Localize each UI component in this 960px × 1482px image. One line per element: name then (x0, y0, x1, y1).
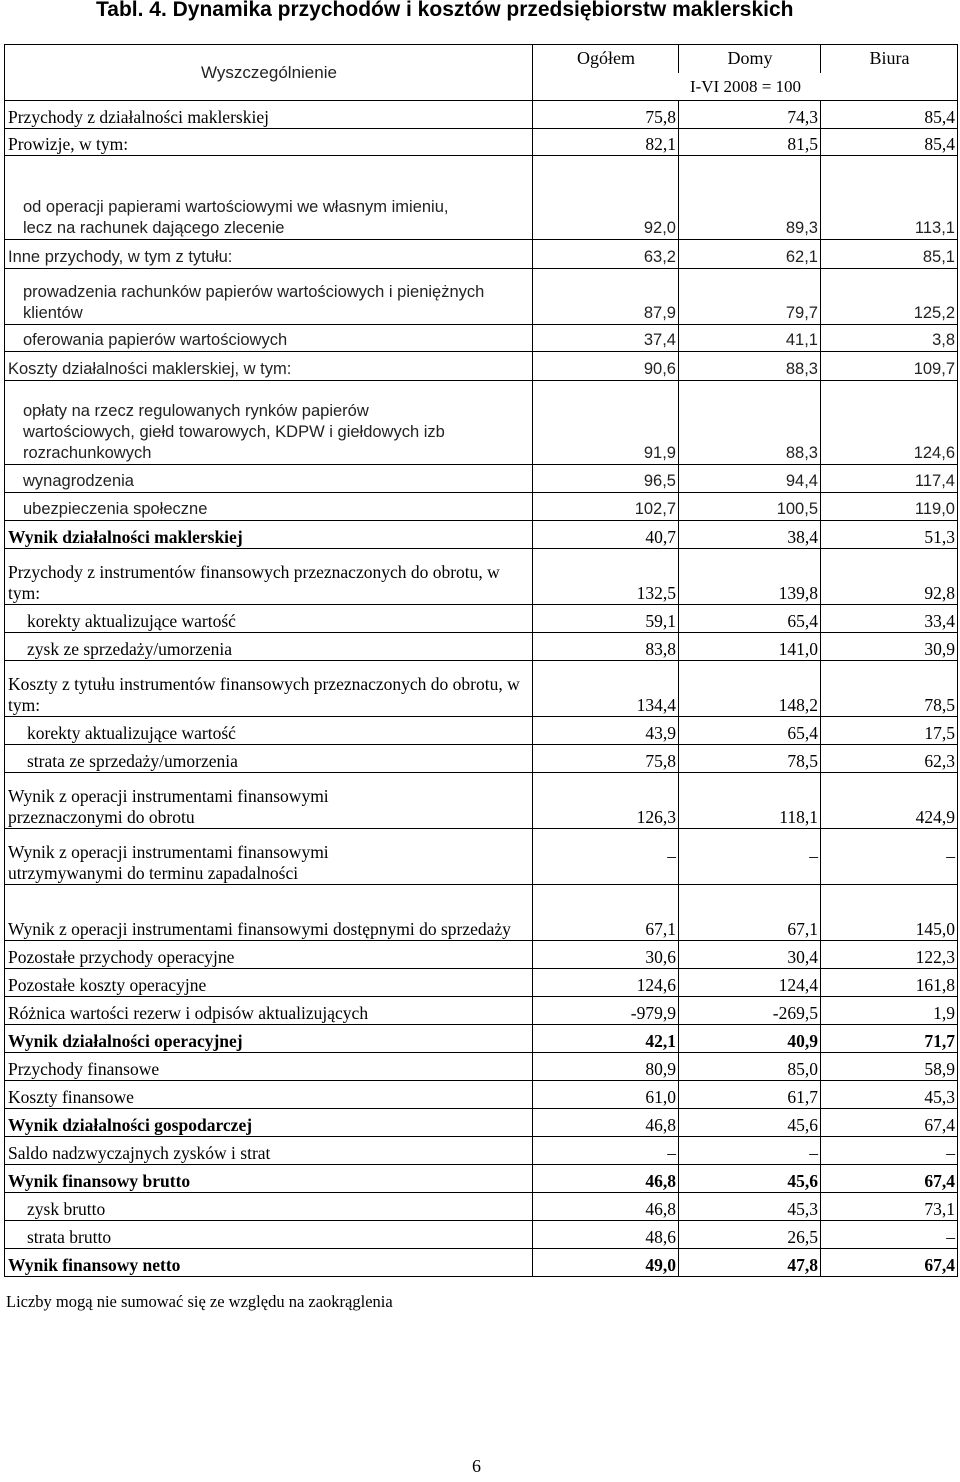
cell-total: 61,0 (533, 1081, 679, 1109)
cell-total: 37,4 (533, 325, 679, 352)
header-total: Ogółem (533, 45, 679, 73)
cell-total: 46,8 (533, 1193, 679, 1221)
cell-offices: 161,8 (821, 969, 958, 997)
cell-total: 96,5 (533, 465, 679, 493)
row-label: Wynik działalności maklerskiej (5, 521, 533, 549)
cell-offices: 113,1 (821, 156, 958, 240)
header-offices: Biura (821, 45, 958, 73)
row-label: Przychody z działalności maklerskiej (5, 101, 533, 129)
cell-houses: 62,1 (679, 240, 821, 269)
row-label: prowadzenia rachunków papierów wartościowych i pieniężnych klientów (5, 269, 533, 325)
row-label: Koszty z tytułu instrumentów finansowych przeznaczonych do obrotu, w tym: (5, 661, 533, 717)
cell-offices: 58,9 (821, 1053, 958, 1081)
cell-offices: 125,2 (821, 269, 958, 325)
cell-houses: 139,8 (679, 549, 821, 605)
cell-total: 124,6 (533, 969, 679, 997)
cell-houses: 79,7 (679, 269, 821, 325)
cell-houses: 74,3 (679, 101, 821, 129)
cell-total: 59,1 (533, 605, 679, 633)
cell-total: 102,7 (533, 493, 679, 521)
row-label: od operacji papierami wartościowymi we własnym imieniu, lecz na rachunek dającego zlecenie (5, 156, 533, 240)
row-label: wynagrodzenia (5, 465, 533, 493)
cell-offices: 145,0 (821, 885, 958, 941)
cell-houses: 100,5 (679, 493, 821, 521)
row-label: opłaty na rzecz regulowanych rynków papierów wartościowych, giełd towarowych, KDPW i giełdowych izb rozrachunkowych (5, 381, 533, 465)
cell-offices: 119,0 (821, 493, 958, 521)
cell-offices: 109,7 (821, 352, 958, 381)
cell-offices: 85,4 (821, 101, 958, 129)
row-label: Inne przychody, w tym z tytułu: (5, 240, 533, 269)
cell-houses: 38,4 (679, 521, 821, 549)
cell-houses: 81,5 (679, 129, 821, 156)
cell-houses: 118,1 (679, 773, 821, 829)
cell-houses: 65,4 (679, 605, 821, 633)
cell-offices: 78,5 (821, 661, 958, 717)
row-label: Koszty działalności maklerskiej, w tym: (5, 352, 533, 381)
cell-total: 87,9 (533, 269, 679, 325)
table-title: Tabl. 4. Dynamika przychodów i kosztów przedsiębiorstw maklerskich (96, 0, 794, 21)
cell-houses: 124,4 (679, 969, 821, 997)
header-base-period: I-VI 2008 = 100 (533, 73, 958, 101)
cell-total: 126,3 (533, 773, 679, 829)
cell-total: 46,8 (533, 1165, 679, 1193)
cell-houses: 78,5 (679, 745, 821, 773)
cell-total: – (533, 829, 679, 885)
cell-total: 132,5 (533, 549, 679, 605)
cell-offices: 424,9 (821, 773, 958, 829)
data-table (4, 44, 958, 1277)
cell-total: 42,1 (533, 1025, 679, 1053)
cell-offices: – (821, 829, 958, 885)
row-label: Pozostałe przychody operacyjne (5, 941, 533, 969)
page-number: 6 (472, 1456, 481, 1476)
cell-total: 63,2 (533, 240, 679, 269)
cell-offices: 71,7 (821, 1025, 958, 1053)
row-label: Wynik działalności gospodarczej (5, 1109, 533, 1137)
cell-total: 67,1 (533, 885, 679, 941)
cell-offices: 122,3 (821, 941, 958, 969)
cell-offices: 30,9 (821, 633, 958, 661)
cell-total: – (533, 1137, 679, 1165)
cell-total: 134,4 (533, 661, 679, 717)
cell-total: 49,0 (533, 1249, 679, 1277)
cell-offices: 1,9 (821, 997, 958, 1025)
cell-houses: 45,6 (679, 1109, 821, 1137)
cell-houses: 45,6 (679, 1165, 821, 1193)
cell-offices: – (821, 1221, 958, 1249)
cell-houses: 94,4 (679, 465, 821, 493)
cell-houses: 47,8 (679, 1249, 821, 1277)
cell-total: 75,8 (533, 745, 679, 773)
row-label: Wynik z operacji instrumentami finansowymi dostępnymi do sprzedaży (5, 885, 533, 941)
row-label: strata ze sprzedaży/umorzenia (5, 745, 533, 773)
cell-total: -979,9 (533, 997, 679, 1025)
cell-offices: 85,1 (821, 240, 958, 269)
cell-offices: 67,4 (821, 1109, 958, 1137)
row-label: Wynik finansowy netto (5, 1249, 533, 1277)
row-label: Przychody finansowe (5, 1053, 533, 1081)
cell-total: 83,8 (533, 633, 679, 661)
cell-houses: 26,5 (679, 1221, 821, 1249)
row-label: zysk ze sprzedaży/umorzenia (5, 633, 533, 661)
row-label: Przychody z instrumentów finansowych przeznaczonych do obrotu, w tym: (5, 549, 533, 605)
row-label: Pozostałe koszty operacyjne (5, 969, 533, 997)
cell-total: 46,8 (533, 1109, 679, 1137)
cell-houses: 88,3 (679, 352, 821, 381)
row-label: Wynik finansowy brutto (5, 1165, 533, 1193)
row-label: Wynik z operacji instrumentami finansowymi przeznaczonymi do obrotu (5, 773, 533, 829)
header-houses: Domy (679, 45, 821, 73)
row-label: Koszty finansowe (5, 1081, 533, 1109)
cell-total: 82,1 (533, 129, 679, 156)
row-label: Wynik działalności operacyjnej (5, 1025, 533, 1053)
row-label: strata brutto (5, 1221, 533, 1249)
cell-houses: – (679, 1137, 821, 1165)
cell-offices: 3,8 (821, 325, 958, 352)
cell-offices: 85,4 (821, 129, 958, 156)
cell-offices: 51,3 (821, 521, 958, 549)
cell-total: 40,7 (533, 521, 679, 549)
header-description: Wyszczególnienie (5, 45, 533, 101)
row-label: korekty aktualizujące wartość (5, 717, 533, 745)
row-label: Prowizje, w tym: (5, 129, 533, 156)
cell-houses: 45,3 (679, 1193, 821, 1221)
cell-offices: 117,4 (821, 465, 958, 493)
cell-total: 90,6 (533, 352, 679, 381)
cell-offices: 33,4 (821, 605, 958, 633)
cell-total: 80,9 (533, 1053, 679, 1081)
row-label: korekty aktualizujące wartość (5, 605, 533, 633)
cell-total: 30,6 (533, 941, 679, 969)
cell-total: 48,6 (533, 1221, 679, 1249)
cell-total: 75,8 (533, 101, 679, 129)
cell-offices: 67,4 (821, 1165, 958, 1193)
row-label: Różnica wartości rezerw i odpisów aktualizujących (5, 997, 533, 1025)
cell-houses: 67,1 (679, 885, 821, 941)
cell-houses: 65,4 (679, 717, 821, 745)
cell-offices: 92,8 (821, 549, 958, 605)
row-label: oferowania papierów wartościowych (5, 325, 533, 352)
cell-offices: 45,3 (821, 1081, 958, 1109)
cell-houses: 85,0 (679, 1053, 821, 1081)
row-label: zysk brutto (5, 1193, 533, 1221)
cell-houses: -269,5 (679, 997, 821, 1025)
cell-houses: 141,0 (679, 633, 821, 661)
cell-houses: 148,2 (679, 661, 821, 717)
cell-houses: – (679, 829, 821, 885)
row-label: ubezpieczenia społeczne (5, 493, 533, 521)
row-label: Saldo nadzwyczajnych zysków i strat (5, 1137, 533, 1165)
cell-offices: 73,1 (821, 1193, 958, 1221)
cell-total: 91,9 (533, 381, 679, 465)
cell-houses: 88,3 (679, 381, 821, 465)
cell-total: 92,0 (533, 156, 679, 240)
footnote: Liczby mogą nie sumować się ze względu na zaokrąglenia (6, 1292, 393, 1311)
cell-houses: 40,9 (679, 1025, 821, 1053)
cell-offices: 62,3 (821, 745, 958, 773)
cell-houses: 89,3 (679, 156, 821, 240)
row-label: Wynik z operacji instrumentami finansowymi utrzymywanymi do terminu zapadalności (5, 829, 533, 885)
cell-houses: 61,7 (679, 1081, 821, 1109)
cell-offices: 67,4 (821, 1249, 958, 1277)
cell-offices: 17,5 (821, 717, 958, 745)
cell-offices: 124,6 (821, 381, 958, 465)
cell-houses: 30,4 (679, 941, 821, 969)
cell-houses: 41,1 (679, 325, 821, 352)
cell-offices: – (821, 1137, 958, 1165)
cell-total: 43,9 (533, 717, 679, 745)
